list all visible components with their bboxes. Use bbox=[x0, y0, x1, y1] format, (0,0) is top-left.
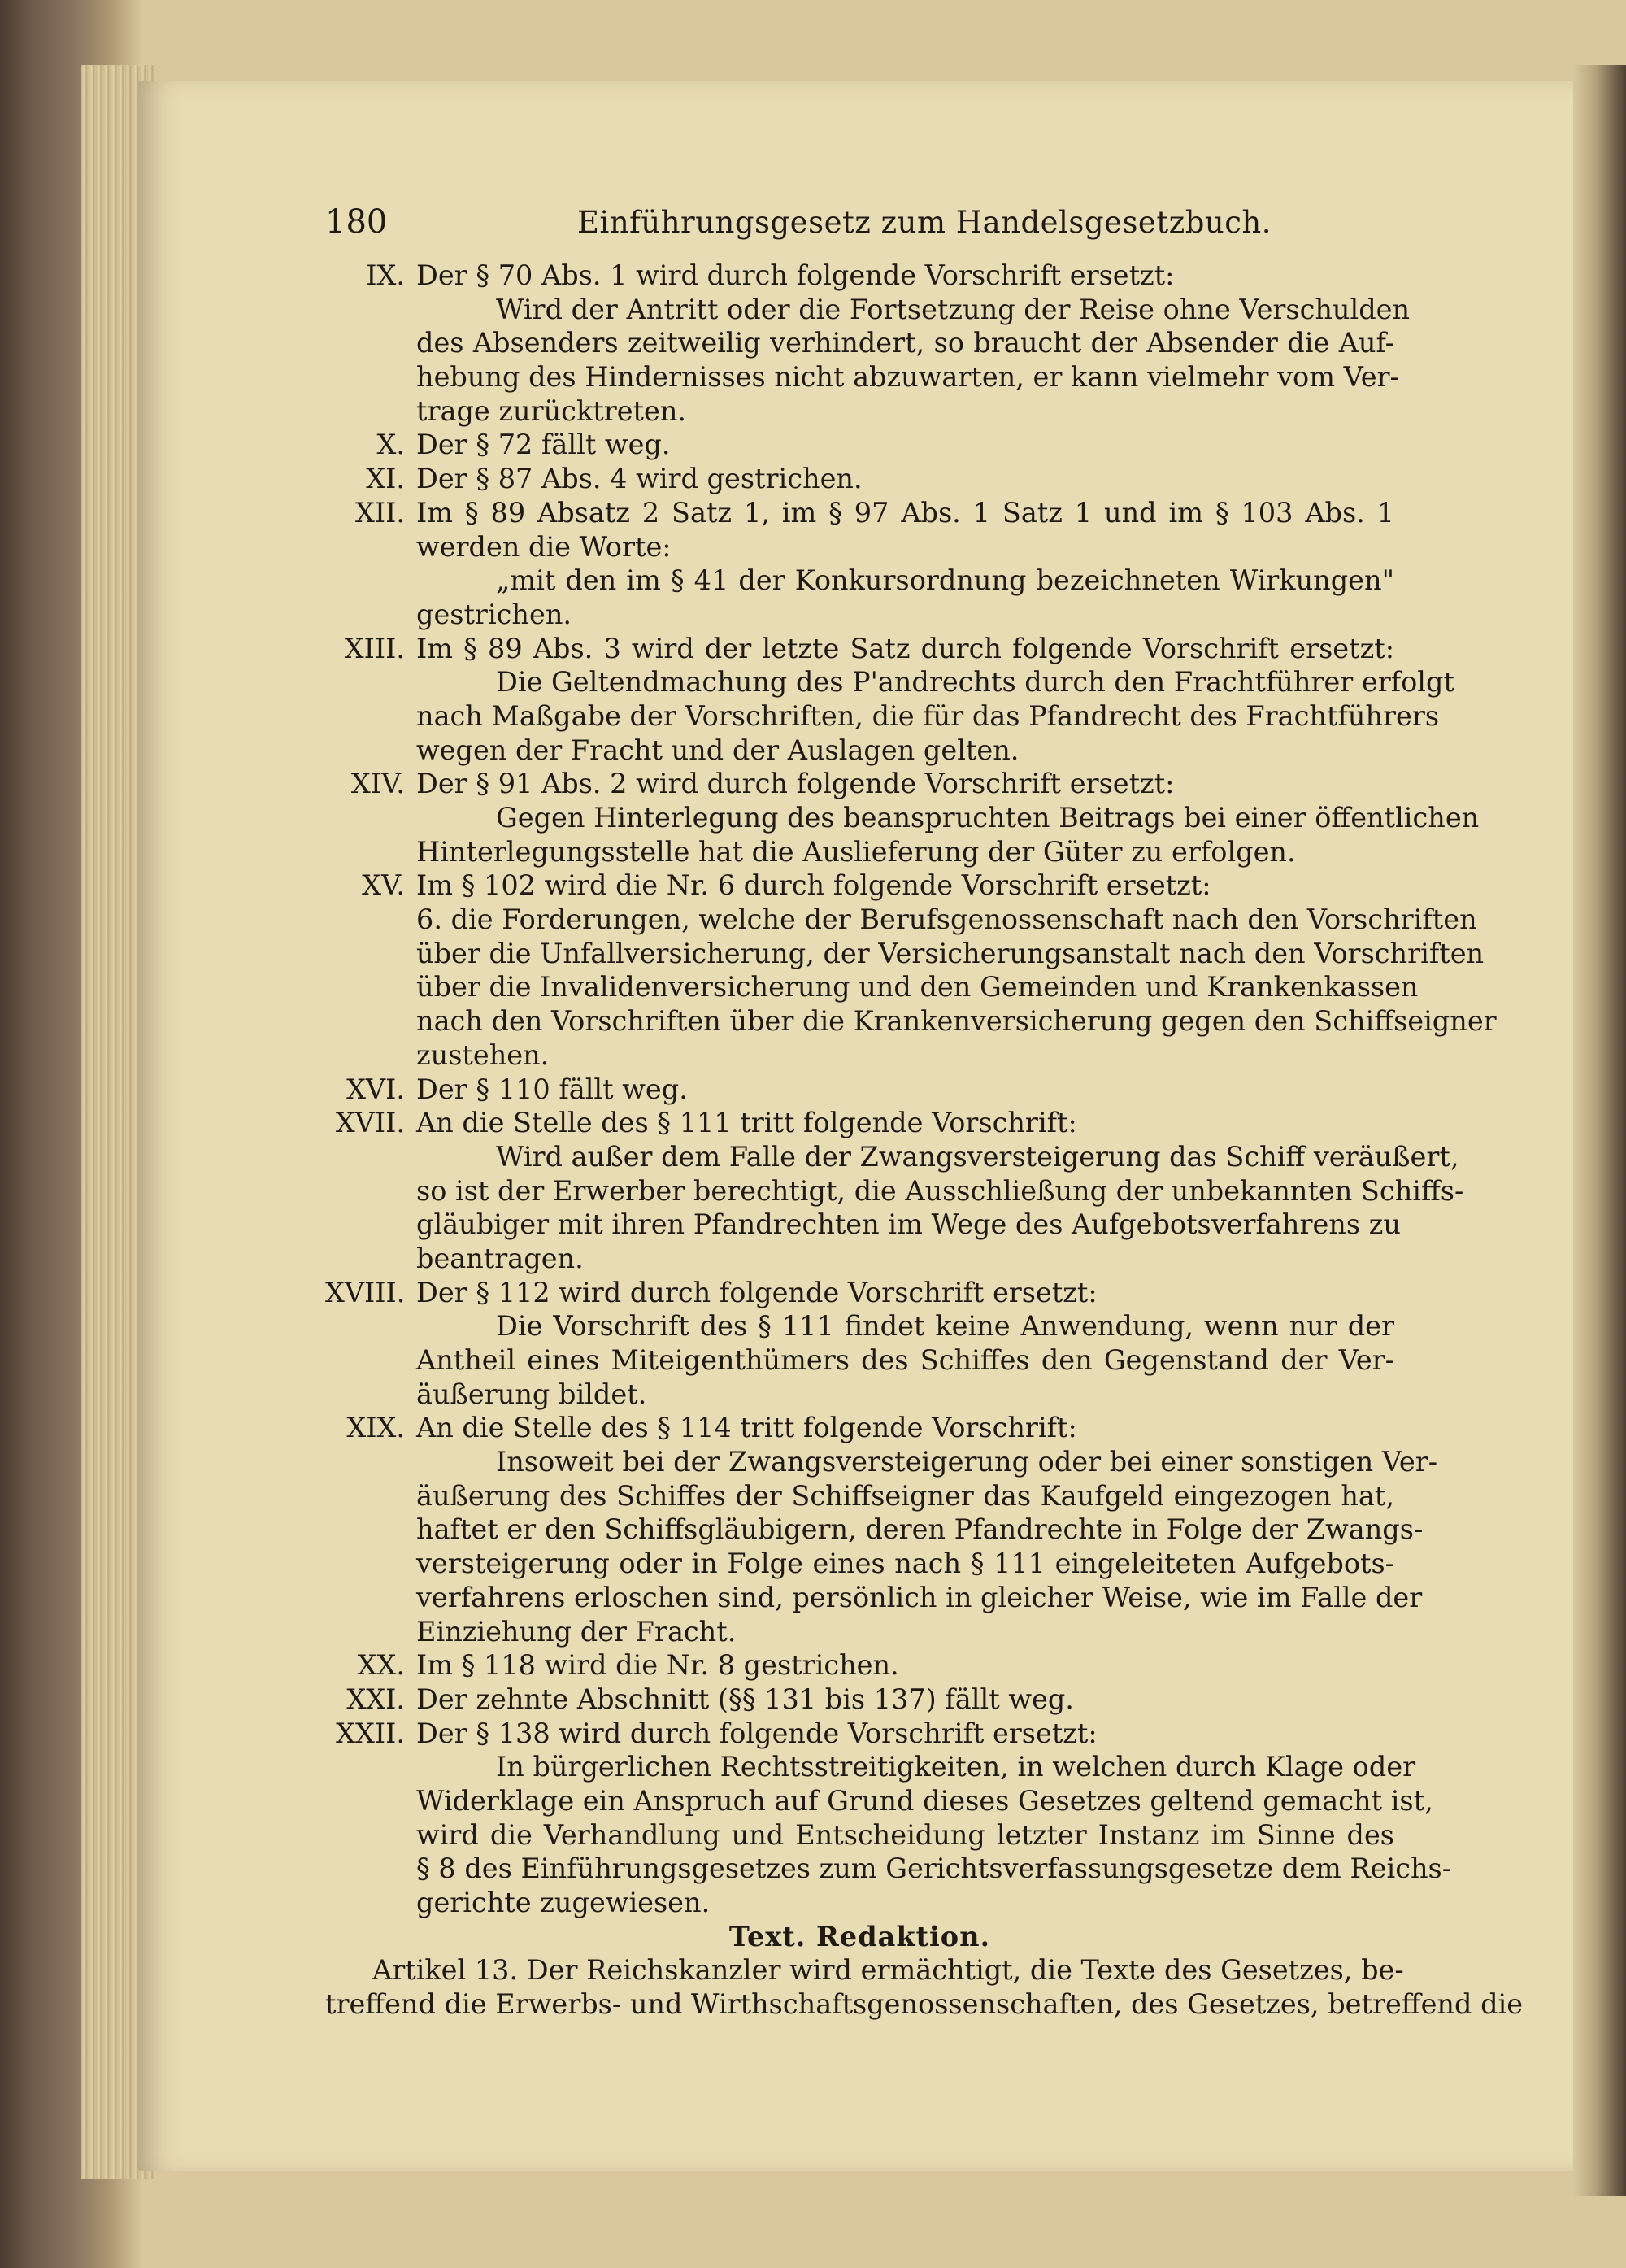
line-text: versteigerung oder in Folge eines nach § 111 eingeleiteten Aufgebots- bbox=[416, 1548, 1394, 1580]
text-line bbox=[325, 1140, 1459, 1174]
line-text: Die Vorschrift des § 111 findet keine Anwendung, wenn nur der bbox=[496, 1310, 1394, 1343]
item-numeral: XIV. bbox=[350, 768, 405, 800]
text-line bbox=[325, 801, 1480, 835]
text-line bbox=[325, 598, 1394, 632]
text-line bbox=[325, 903, 1477, 937]
text-line bbox=[325, 1750, 1416, 1784]
text-line bbox=[325, 564, 1394, 598]
article-line bbox=[325, 1987, 1524, 2022]
text-line bbox=[325, 1004, 1497, 1038]
line-text: Im § 102 wird die Nr. 6 durch folgende Vorschrift ersetzt: bbox=[416, 869, 1211, 902]
page-header bbox=[325, 203, 1390, 252]
item-numeral bbox=[325, 665, 416, 699]
item-numeral: X. bbox=[376, 429, 405, 461]
line-text: Der § 91 Abs. 2 wird durch folgende Vorschrift ersetzt: bbox=[416, 768, 1175, 800]
text-line bbox=[325, 734, 1394, 768]
text-line bbox=[325, 1818, 1394, 1852]
running-title: Einführungsgesetz zum Handelsgesetzbuch. bbox=[577, 205, 1272, 240]
line-text: Der § 70 Abs. 1 wird durch folgende Vorschrift ersetzt: bbox=[416, 259, 1175, 291]
line-text: Widerklage ein Anspruch auf Grund dieses Gesetzes geltend gemacht ist, bbox=[416, 1784, 1433, 1817]
item-numeral bbox=[325, 801, 416, 835]
line-text: wegen der Fracht und der Auslagen gelten. bbox=[416, 734, 1020, 766]
line-text: werden die Worte: bbox=[416, 530, 672, 563]
item-numeral: XI. bbox=[366, 463, 405, 495]
text-line bbox=[325, 835, 1394, 869]
text-line bbox=[325, 767, 1394, 801]
item-numeral bbox=[325, 564, 416, 598]
item-numeral bbox=[325, 835, 416, 869]
text-line bbox=[325, 394, 1394, 429]
text-line bbox=[325, 1073, 1394, 1107]
text-line bbox=[325, 1309, 1394, 1343]
page-number: 180 bbox=[325, 203, 388, 241]
line-text: Einziehung der Fracht. bbox=[416, 1615, 737, 1648]
line-text: zustehen. bbox=[416, 1038, 550, 1071]
line-text: Im § 89 Absatz 2 Satz 1, im § 97 Abs. 1 Satz 1 und im § 103 Abs. 1 bbox=[416, 496, 1394, 529]
line-text: 6. die Forderungen, welche der Berufsgenossenschaft nach den Vorschriften bbox=[416, 903, 1477, 936]
line-text: verfahrens erloschen sind, persönlich in gleicher Weise, wie im Falle der bbox=[416, 1581, 1423, 1613]
item-numeral bbox=[325, 1174, 416, 1208]
line-text: § 8 des Einführungsgesetzes zum Gerichtsverfassungsgesetze dem Reichs- bbox=[416, 1852, 1452, 1885]
text-line bbox=[325, 1276, 1394, 1310]
line-text: Die Geltendmachung des P'andrechts durch den Frachtführer erfolgt bbox=[496, 666, 1454, 699]
text-line bbox=[325, 1378, 1394, 1412]
item-numeral bbox=[325, 1445, 416, 1479]
line-text: gestrichen. bbox=[416, 598, 572, 630]
text-line bbox=[325, 428, 1394, 462]
line-text: Der § 87 Abs. 4 wird gestrichen. bbox=[416, 463, 863, 495]
text-line bbox=[325, 259, 1394, 293]
text-line bbox=[325, 1038, 1394, 1073]
item-numeral: XXI. bbox=[346, 1682, 405, 1715]
section-heading: Text. Redaktion. bbox=[728, 1920, 991, 1952]
line-text: Der zehnte Abschnitt (§§ 131 bis 137) fällt weg. bbox=[416, 1682, 1074, 1715]
item-numeral bbox=[325, 360, 416, 394]
item-numeral bbox=[325, 394, 416, 429]
line-text: Der § 138 wird durch folgende Vorschrift ersetzt: bbox=[416, 1717, 1098, 1749]
text-line bbox=[325, 665, 1454, 699]
item-numeral: XIII. bbox=[344, 632, 405, 664]
line-text: Insoweit bei der Zwangsversteigerung oder bei einer sonstigen Ver- bbox=[496, 1446, 1438, 1478]
item-numeral bbox=[325, 1343, 416, 1378]
text-line bbox=[325, 1886, 1394, 1920]
item-numeral bbox=[325, 937, 416, 971]
text-line bbox=[325, 1343, 1394, 1378]
line-text: über die Invalidenversicherung und den Gemeinden und Krankenkassen bbox=[416, 971, 1419, 1003]
text-line bbox=[325, 1852, 1452, 1886]
line-text: beantragen. bbox=[416, 1242, 584, 1274]
line-text: gerichte zugewiesen. bbox=[416, 1887, 711, 1918]
item-numeral bbox=[325, 293, 416, 327]
line-text: hebung des Hindernisses nicht abzuwarten, er kann vielmehr vom Ver- bbox=[416, 361, 1399, 394]
text-line bbox=[325, 1547, 1394, 1581]
text-line bbox=[325, 632, 1394, 666]
text-line bbox=[325, 1106, 1394, 1140]
item-numeral bbox=[325, 1547, 416, 1581]
item-numeral bbox=[325, 530, 416, 564]
line-text: Wird außer dem Falle der Zwangsversteigerung das Schiff veräußert, bbox=[496, 1140, 1459, 1173]
item-numeral bbox=[325, 970, 416, 1004]
text-line bbox=[325, 1513, 1424, 1547]
item-numeral bbox=[325, 1513, 416, 1547]
line-text: „mit den im § 41 der Konkursordnung bezeichneten Wirkungen" bbox=[496, 564, 1394, 597]
item-numeral bbox=[325, 1479, 416, 1513]
text-line bbox=[325, 1445, 1438, 1479]
line-text: Der § 112 wird durch folgende Vorschrift ersetzt: bbox=[416, 1276, 1098, 1308]
item-numeral bbox=[325, 1378, 416, 1412]
text-line bbox=[325, 1242, 1394, 1276]
text-line bbox=[325, 937, 1485, 971]
line-text: Der § 110 fällt weg. bbox=[416, 1073, 688, 1105]
item-numeral: XV. bbox=[362, 869, 405, 902]
line-text: Hinterlegungsstelle hat die Auslieferung der Güter zu erfolgen. bbox=[416, 835, 1296, 868]
item-numeral bbox=[325, 1581, 416, 1615]
line-text: nach Maßgabe der Vorschriften, die für das Pfandrecht des Frachtführers bbox=[416, 699, 1440, 732]
item-numeral bbox=[325, 1818, 416, 1852]
item-numeral bbox=[325, 1242, 416, 1276]
text-line bbox=[325, 1717, 1394, 1751]
item-numeral bbox=[325, 734, 416, 768]
text-line bbox=[325, 699, 1440, 734]
line-text: Wird der Antritt oder die Fortsetzung der Reise ohne Verschulden bbox=[496, 293, 1411, 325]
article-text: Artikel 13. Der Reichskanzler wird ermächtigt, die Texte des Gesetzes, be- bbox=[372, 1954, 1404, 1987]
text-line bbox=[325, 1615, 1394, 1649]
line-text: wird die Verhandlung und Entscheidung letzter Instanz im Sinne des bbox=[416, 1818, 1394, 1851]
text-line bbox=[325, 1174, 1464, 1208]
item-numeral: XIX. bbox=[346, 1412, 405, 1444]
line-text: In bürgerlichen Rechtsstreitigkeiten, in welchen durch Klage oder bbox=[496, 1751, 1416, 1783]
text-line bbox=[325, 326, 1394, 360]
line-text: äußerung bildet. bbox=[416, 1378, 647, 1410]
line-text: des Absenders zeitweilig verhindert, so braucht der Absender die Auf- bbox=[416, 327, 1394, 359]
line-text: Antheil eines Miteigenthümers des Schiffes den Gegenstand der Ver- bbox=[416, 1344, 1394, 1376]
item-numeral bbox=[325, 1004, 416, 1038]
item-numeral bbox=[325, 1750, 416, 1784]
article-line bbox=[325, 1953, 1404, 1987]
line-text: An die Stelle des § 111 tritt folgende Vorschrift: bbox=[416, 1107, 1077, 1139]
item-numeral: XX. bbox=[357, 1649, 405, 1682]
line-text: so ist der Erwerber berechtigt, die Ausschließung der unbekannten Schiffs- bbox=[416, 1174, 1464, 1207]
item-numeral: IX. bbox=[366, 259, 405, 291]
line-text: trage zurücktreten. bbox=[416, 394, 687, 427]
line-text: An die Stelle des § 114 tritt folgende Vorschrift: bbox=[416, 1412, 1077, 1444]
text-line bbox=[325, 1784, 1433, 1818]
item-numeral bbox=[325, 598, 416, 632]
facing-page-edge bbox=[1573, 65, 1626, 2196]
item-numeral bbox=[325, 1038, 416, 1073]
item-numeral: XVI. bbox=[346, 1073, 405, 1105]
item-numeral bbox=[325, 903, 416, 937]
item-numeral bbox=[325, 699, 416, 734]
text-line bbox=[325, 1479, 1394, 1513]
item-numeral: XXII. bbox=[336, 1717, 405, 1749]
text-line bbox=[325, 530, 1394, 564]
text-line bbox=[325, 1208, 1401, 1242]
line-text: gläubiger mit ihren Pfandrechten im Wege des Aufgebotsverfahrens zu bbox=[416, 1208, 1401, 1241]
line-text: Im § 118 wird die Nr. 8 gestrichen. bbox=[416, 1649, 899, 1682]
item-numeral bbox=[325, 1208, 416, 1242]
item-numeral: XVIII. bbox=[325, 1276, 406, 1308]
text-line bbox=[325, 868, 1394, 903]
item-numeral bbox=[325, 1784, 416, 1818]
text-line bbox=[325, 1581, 1423, 1615]
item-numeral bbox=[325, 326, 416, 360]
text-line bbox=[325, 360, 1399, 394]
item-numeral bbox=[325, 1309, 416, 1343]
text-line bbox=[325, 1682, 1394, 1717]
item-numeral: XII. bbox=[355, 496, 405, 529]
line-text: Der § 72 fällt weg. bbox=[416, 429, 671, 461]
text-line bbox=[325, 293, 1411, 327]
text-line bbox=[325, 970, 1419, 1004]
line-text: haftet er den Schiffsgläubigern, deren Pfandrechte in Folge der Zwangs- bbox=[416, 1513, 1424, 1546]
item-numeral bbox=[325, 1140, 416, 1174]
article-text: treffend die Erwerbs- und Wirthschaftsgenossenschaften, des Gesetzes, betreffend die bbox=[325, 1988, 1524, 2021]
line-text: Gegen Hinterlegung des beanspruchten Beitrags bei einer öffentlichen bbox=[496, 802, 1480, 834]
page-body bbox=[325, 259, 1524, 2022]
text-line bbox=[325, 462, 1394, 496]
line-text: äußerung des Schiffes der Schiffseigner das Kaufgeld eingezogen hat, bbox=[416, 1479, 1394, 1512]
item-numeral bbox=[325, 1852, 416, 1886]
line-text: Im § 89 Abs. 3 wird der letzte Satz durch folgende Vorschrift ersetzt: bbox=[416, 632, 1394, 664]
text-line bbox=[325, 1648, 1394, 1682]
text-line bbox=[325, 1411, 1394, 1445]
line-text: nach den Vorschriften über die Krankenversicherung gegen den Schiffseigner bbox=[416, 1005, 1497, 1038]
line-text: über die Unfallversicherung, der Versicherungsanstalt nach den Vorschriften bbox=[416, 937, 1485, 969]
item-numeral bbox=[325, 1615, 416, 1649]
item-numeral bbox=[325, 1886, 416, 1920]
item-numeral: XVII. bbox=[335, 1107, 405, 1139]
text-line bbox=[325, 496, 1394, 530]
